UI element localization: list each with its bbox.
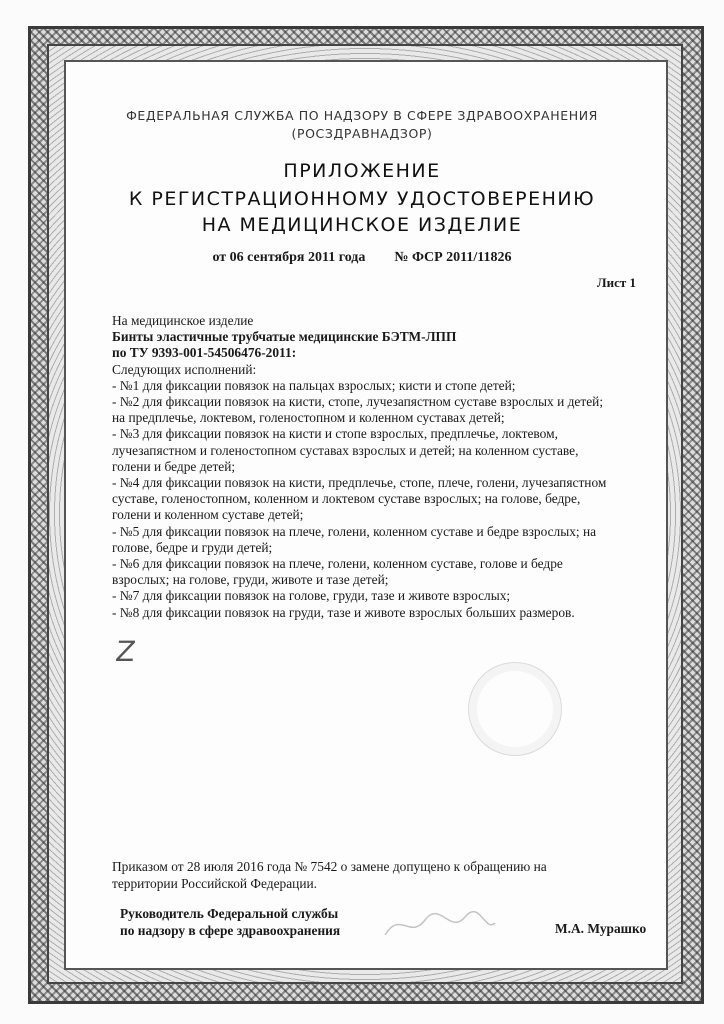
intro-line: На медицинское изделие xyxy=(112,313,254,328)
variant-line: - №7 для фиксации повязок на голове, груди, тазе и животе взрослых; xyxy=(112,588,511,604)
variant-line: - №3 для фиксации повязок на кисти и стопе взрослых, предплечье, локтевом, xyxy=(112,426,558,442)
document-title: ПРИЛОЖЕНИЕ xyxy=(283,160,441,182)
signatory-title xyxy=(120,905,340,939)
variant-line: голени и коленном суставе детей; xyxy=(112,507,304,523)
variants-heading: Следующих исполнений: xyxy=(112,361,257,377)
variant-line: - №4 для фиксации повязок на кисти, предплечье, стопе, плече, голени, лучезапястном xyxy=(112,475,607,491)
registration-date: от 06 сентября 2011 года xyxy=(212,250,366,265)
variant-line: - №1 для фиксации повязок на пальцах взрослых; кисти и стопе детей; xyxy=(112,377,516,393)
product-name: Бинты эластичные трубчатые медицинские БЭТМ-ЛПП xyxy=(112,329,457,345)
order-note xyxy=(112,858,632,892)
document-body xyxy=(112,313,652,621)
faint-stamp xyxy=(468,662,562,756)
signatory-title-line2: по надзору в сфере здравоохранения xyxy=(120,923,341,938)
handwritten-signature xyxy=(380,905,500,945)
variant-line: - №2 для фиксации повязок на кисти, стопе, лучезапястном суставе взрослых и детей; xyxy=(112,394,604,410)
variant-line: - №8 для фиксации повязок на груди, тазе и животе взрослых больших размеров. xyxy=(112,604,575,620)
agency-short-name: (РОСЗДРАВНАДЗОР) xyxy=(291,126,433,141)
signatory-name: М.А. Мурашко xyxy=(555,921,647,936)
handwritten-mark: Z xyxy=(113,635,138,668)
variant-line: - №6 для фиксации повязок на плече, голени, коленном суставе, голове и бедре xyxy=(112,556,563,572)
variant-line: голени и бедре детей; xyxy=(112,458,236,474)
signatory-title-line1: Руководитель Федеральной службы xyxy=(120,906,339,921)
order-line-2: территории Российской Федерации. xyxy=(112,876,318,891)
document-subtitle-line2: НА МЕДИЦИНСКОЕ ИЗДЕЛИЕ xyxy=(201,214,523,236)
variant-line: голове, бедре и груди детей; xyxy=(112,539,273,555)
order-line-1: Приказом от 28 июля 2016 года № 7542 о замене допущено к обращению на xyxy=(112,859,547,874)
agency-name: ФЕДЕРАЛЬНАЯ СЛУЖБА ПО НАДЗОРУ В СФЕРЕ ЗДРАВООХРАНЕНИЯ xyxy=(126,108,598,123)
product-spec: по ТУ 9393-001-54506476-2011: xyxy=(112,345,297,361)
variant-line: взрослых; на голове, груди, животе и тазе детей; xyxy=(112,572,389,588)
variant-line: - №5 для фиксации повязок на плече, голени, коленном суставе и бедре взрослых; на xyxy=(112,523,597,539)
variant-line: на предплечье, локтевом, голеностопном и коленном суставах детей; xyxy=(112,410,505,426)
sheet-number: Лист 1 xyxy=(596,275,636,290)
variant-line: лучезапястном и голеностопном суставах взрослых и детей; на коленном суставе, xyxy=(112,442,579,458)
registration-line xyxy=(0,250,724,266)
registration-number: № ФСР 2011/11826 xyxy=(394,250,512,265)
variant-line: суставе, голеностопном, коленном и локтевом суставе взрослых; на голове, бедре, xyxy=(112,491,581,507)
document-subtitle-line1: К РЕГИСТРАЦИОННОМУ УДОСТОВЕРЕНИЮ xyxy=(128,188,596,210)
